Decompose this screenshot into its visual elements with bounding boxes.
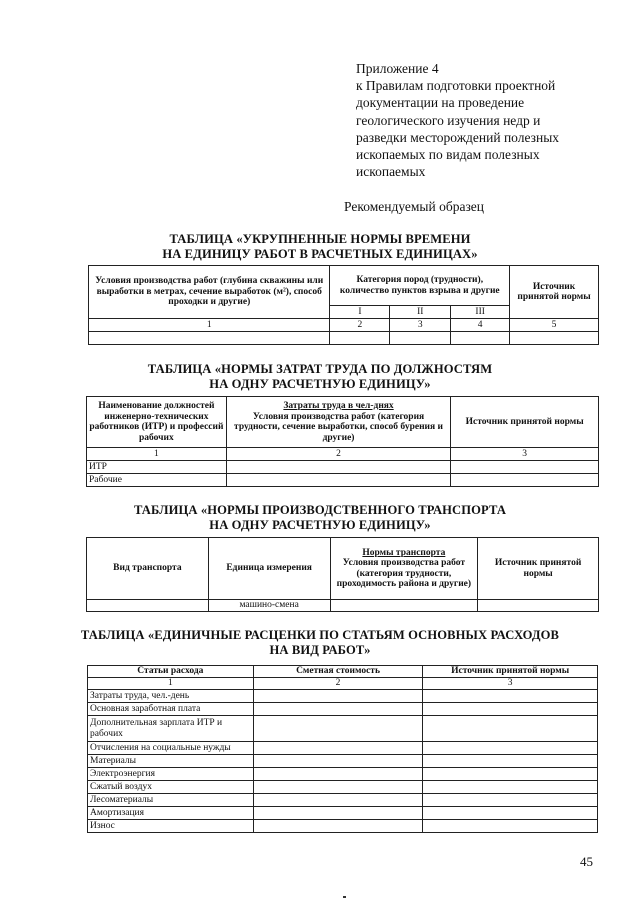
scan-mark	[343, 896, 346, 898]
table4-empty-cell	[253, 690, 423, 703]
table3-empty-cell	[330, 600, 478, 612]
table4-col-number: 3	[423, 678, 598, 690]
appendix-line: ископаемых по видам полезных	[356, 147, 540, 163]
table3	[86, 537, 599, 612]
table1-header-category: Категория пород (трудности), количество пунктов взрыва и другие	[330, 266, 510, 306]
table4-row-label: Основная заработная плата	[88, 703, 254, 716]
table4-header-source: Источник принятой нормы	[423, 666, 598, 678]
table1-col-number: 1	[89, 319, 330, 332]
table1-col-number: 4	[451, 319, 510, 332]
appendix-line: геологического изучения недр и	[356, 112, 541, 128]
table1-empty-cell	[330, 332, 390, 345]
table2-empty-cell	[451, 474, 599, 487]
table1	[88, 265, 599, 345]
table4-empty-cell	[423, 807, 598, 820]
table4-col-number: 1	[88, 678, 254, 690]
table2	[86, 396, 599, 487]
table4-empty-cell	[423, 690, 598, 703]
table4-empty-cell	[253, 768, 423, 781]
table3-title: ТАБЛИЦА «НОРМЫ ПРОИЗВОДСТВЕННОГО ТРАНСПОРТА НА ОДНУ РАСЧЕТНУЮ ЕДИНИЦУ»	[133, 503, 507, 532]
table4-row-label: Отчисления на социальные нужды	[88, 742, 254, 755]
appendix-line: Приложение 4	[356, 61, 439, 76]
table2-header-labor-top: Затраты труда в чел-днях	[283, 401, 394, 411]
appendix-line: ископаемых	[356, 164, 426, 180]
table4-empty-cell	[253, 781, 423, 794]
table4-empty-cell	[253, 755, 423, 768]
table4-empty-cell	[423, 781, 598, 794]
table2-header-source: Источник принятой нормы	[451, 397, 599, 448]
table2-header-positions: Наименование должностей инженерно-технических работников (ИТР) и профессий рабочих	[87, 397, 227, 448]
table4-empty-cell	[253, 794, 423, 807]
table4-empty-cell	[253, 703, 423, 716]
table1-subheader: II	[390, 306, 451, 319]
table4-empty-cell	[423, 768, 598, 781]
table4-row-label: Лесоматериалы	[88, 794, 254, 807]
table3-header-source: Источник принятой нормы	[478, 538, 599, 600]
table4-header-cost: Сметная стоимость	[253, 666, 423, 678]
table4-row-label: Электроэнергия	[88, 768, 254, 781]
table4-empty-cell	[423, 820, 598, 833]
table1-empty-cell	[510, 332, 599, 345]
table1-col-number: 3	[390, 319, 451, 332]
table4	[87, 665, 598, 833]
table4-empty-cell	[253, 742, 423, 755]
table1-header-conditions: Условия производства работ (глубина скважины или выработки в метрах, сечение выработок (м²), способ проходки и другие)	[89, 266, 330, 319]
table4-empty-cell	[423, 716, 598, 742]
table4-empty-cell	[423, 794, 598, 807]
table1-col-number: 5	[510, 319, 599, 332]
table4-empty-cell	[423, 703, 598, 716]
table4-title: ТАБЛИЦА «ЕДИНИЧНЫЕ РАСЦЕНКИ ПО СТАТЬЯМ ОСНОВНЫХ РАСХОДОВ НА ВИД РАБОТ»	[80, 628, 560, 657]
table4-row-label: Сжатый воздух	[88, 781, 254, 794]
table1-subheader: I	[330, 306, 390, 319]
table4-empty-cell	[253, 820, 423, 833]
table3-header-conditions: Условия производства работ (категория трудности, проходимость района и другие)	[336, 558, 472, 589]
table4-empty-cell	[253, 716, 423, 742]
table4-row-label: Амортизация	[88, 807, 254, 820]
table4-empty-cell	[423, 742, 598, 755]
table1-empty-cell	[451, 332, 510, 345]
table2-empty-cell	[226, 474, 451, 487]
table2-title: ТАБЛИЦА «НОРМЫ ЗАТРАТ ТРУДА ПО ДОЛЖНОСТЯМ НА ОДНУ РАСЧЕТНУЮ ЕДИНИЦУ»	[147, 362, 493, 391]
table2-empty-cell	[226, 461, 451, 474]
table4-empty-cell	[423, 755, 598, 768]
table2-empty-cell	[451, 461, 599, 474]
table2-col-number: 1	[87, 448, 227, 461]
table1-empty-cell	[390, 332, 451, 345]
table1-title: ТАБЛИЦА «УКРУПНЕННЫЕ НОРМЫ ВРЕМЕНИ НА ЕДИНИЦУ РАБОТ В РАСЧЕТНЫХ ЕДИНИЦАХ»	[162, 232, 478, 261]
table3-header-norms-top: Нормы транспорта	[362, 547, 446, 558]
table4-row-label: Износ	[88, 820, 254, 833]
table2-row-label: ИТР	[87, 461, 227, 474]
table2-header-conditions: Условия производства работ (категория трудности, сечение выработки, способ бурения и другие)	[234, 411, 444, 443]
table3-empty-cell	[87, 600, 209, 612]
table4-header-items: Статьи расхода	[88, 666, 254, 678]
table3-header-norms	[330, 538, 478, 600]
appendix-header	[356, 60, 618, 180]
table4-row-label: Дополнительная зарплата ИТР и рабочих	[88, 716, 254, 742]
table3-header-unit: Единица измерения	[208, 538, 330, 600]
page-number: 45	[580, 854, 593, 869]
appendix-line: к Правилам подготовки проектной	[356, 78, 556, 94]
table3-header-transport: Вид транспорта	[87, 538, 209, 600]
table1-empty-cell	[89, 332, 330, 345]
table4-row-label: Материалы	[88, 755, 254, 768]
table4-col-number: 2	[253, 678, 423, 690]
table1-subheader: III	[451, 306, 510, 319]
table2-col-number: 2	[226, 448, 451, 461]
appendix-line: документации на проведение	[356, 95, 525, 111]
table2-header-labor	[226, 397, 451, 448]
table4-empty-cell	[253, 807, 423, 820]
table1-col-number: 2	[330, 319, 390, 332]
table2-row-label: Рабочие	[87, 474, 227, 487]
table1-header-source: Источник принятой нормы	[510, 266, 599, 319]
table2-col-number: 3	[451, 448, 599, 461]
table3-empty-cell	[478, 600, 599, 612]
table3-unit-cell: машино-смена	[208, 600, 330, 612]
table4-row-label: Затраты труда, чел.-день	[88, 690, 254, 703]
appendix-line: разведки месторождений полезных	[356, 129, 560, 145]
recommended-sample-label: Рекомендуемый образец	[344, 199, 485, 214]
